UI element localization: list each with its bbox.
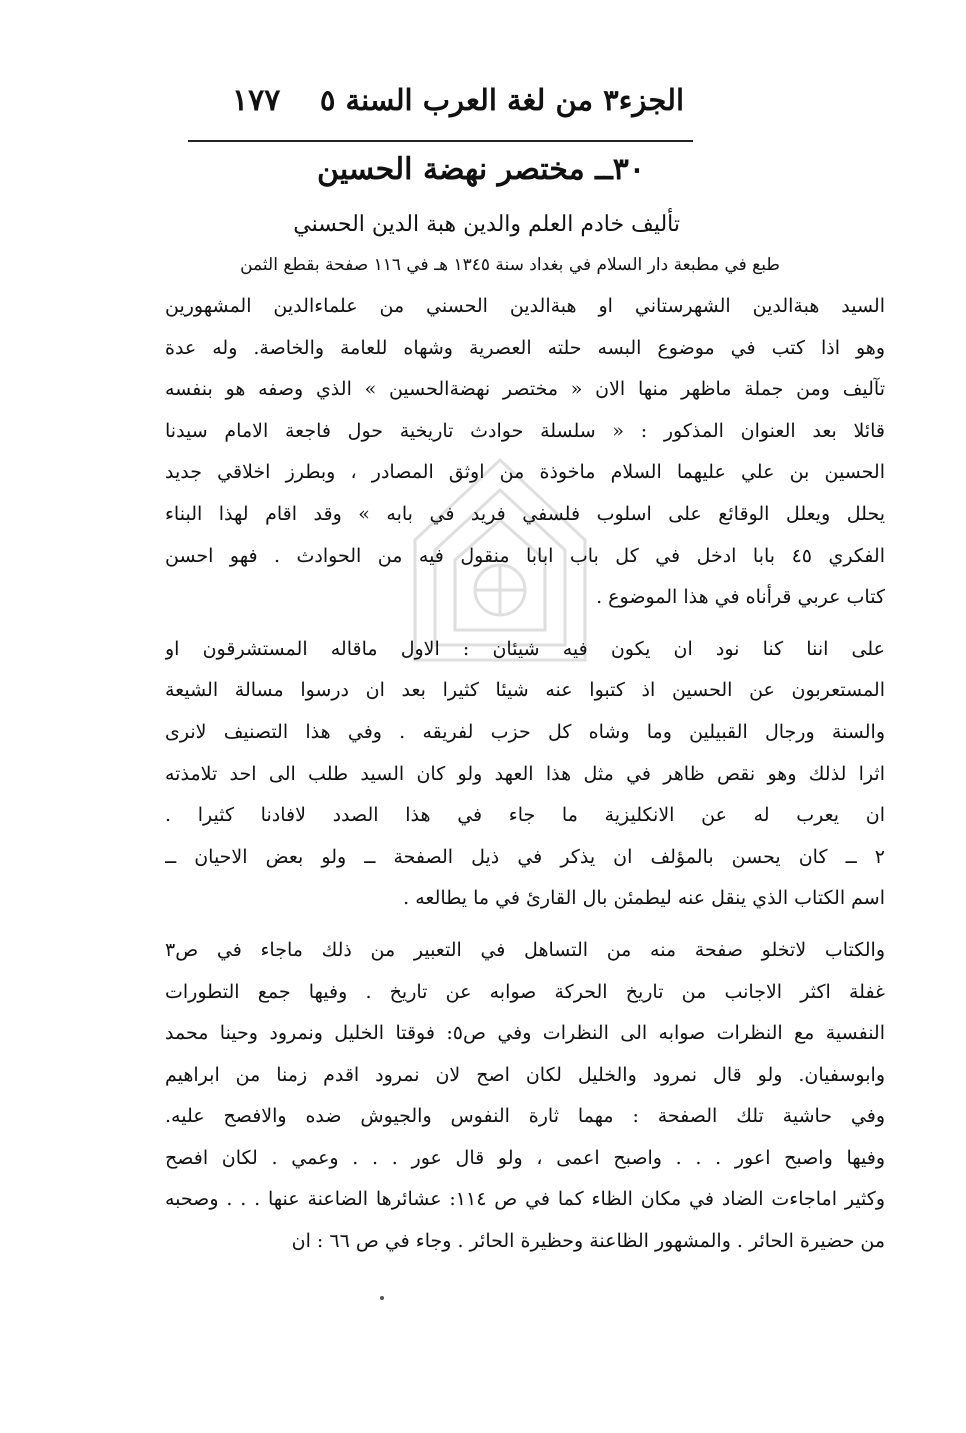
publication-line: طبع في مطبعة دار السلام في بغداد سنة ١٣٤٥ هـ في ١١٦ صفحة بقطع الثمن xyxy=(240,255,780,275)
text-line: ان يعرب له عن الانكليزية ما جاء في هذا الصدد لافادنا كثيرا . xyxy=(165,804,885,827)
text-line: على اننا كنا نود ان يكون فيه شيئان : الاول ماقاله المستشرقون او xyxy=(165,637,885,660)
article-body xyxy=(165,286,885,1263)
text-line: المستعربون عن الحسين اذ كتبوا عنه شيئا كثيرا بعد ان درسوا مسالة الشيعة xyxy=(165,679,885,702)
text-line: كتاب عربي قرأناه في هذا الموضوع . xyxy=(596,586,885,609)
text-line: والكتاب لاتخلو صفحة منه من التساهل في التعبير من ذلك ماجاء في ص٣ xyxy=(165,938,885,961)
article-title: ٣٠ــ مختصر نهضة الحسين xyxy=(317,152,645,187)
paragraph xyxy=(165,930,885,1263)
text-line: النفسية مع النظرات صوابه الى النظرات وفي ص٥: فوقتا الخليل ونمرود وحينا محمد xyxy=(165,1022,885,1045)
text-line: وابوسفيان. ولو قال نمرود والخليل لكان اصح لان نمرود اقدم زمنا من ابراهيم xyxy=(165,1063,885,1086)
text-line: اثرا لذلك وهو نقص ظاهر في مثل هذا العهد ولو كان السيد طلب الى احد تلامذته xyxy=(165,762,885,785)
header-divider xyxy=(188,140,693,142)
text-line: وفيها واصبح اعور . . . واصبح اعمى ، ولو قال عور . . . وعمي . لكان افصح xyxy=(165,1146,885,1169)
paragraph xyxy=(165,286,885,619)
text-line: تآليف ومن جملة ماظهر منها الان « مختصر نهضةالحسين » الذي وصفه هو بنفسه xyxy=(165,378,885,401)
text-line: وهو اذا كتب في موضوع البسه حلته العصرية وشهاه للعامة والخاصة. وله عدة xyxy=(165,336,885,359)
text-line: الحسين بن علي عليهما السلام ماخوذة من اوثق المصادر ، وبطرز اخلاقي جديد xyxy=(165,461,885,484)
running-title: الجزء٣ من لغة العرب السنة ٥ xyxy=(319,83,684,117)
text-line: من حضيرة الحائر . والمشهور الظاعنة وحظيرة الحائر . وجاء في ص ٦٦ : ان xyxy=(291,1230,885,1253)
page-number: ١٧٧ xyxy=(232,82,281,118)
text-line: الفكري ٤٥ بابا ادخل في كل باب ابابا منقول فيه من الحوادث . فهو احسن xyxy=(165,544,885,567)
text-line: يحلل ويعلل الوقائع على اسلوب فلسفي فريد في بابه » وقد اقام لهذا البناء xyxy=(165,502,885,525)
text-line: ٢ ــ كان يحسن بالمؤلف ان يذكر في ذيل الصفحة ــ ولو بعض الاحيان ــ xyxy=(165,845,885,868)
text-line: اسم الكتاب الذي ينقل عنه ليطمئن بال القارئ في ما يطالعه . xyxy=(403,887,885,910)
text-line: والسنة ورجال القبيلين وما وشاه كل حزب لفريقه . وفي هذا التصنيف لانرى xyxy=(165,720,885,743)
text-line: قائلا بعد العنوان المذكور : « سلسلة حوادث تاريخية حول فاجعة الامام سيدنا xyxy=(165,419,885,442)
paragraph xyxy=(165,629,885,920)
speck-mark xyxy=(380,1296,384,1300)
text-line: غفلة اكثر الاجانب من تاريخ الحركة صوابه عن تاريخ . وفيها جمع التطورات xyxy=(165,980,885,1003)
text-line: وكثير اماجاءت الضاد في مكان الظاء كما في ص ١١٤: عشائرها الضاعنة عنها . . . وصحبه xyxy=(165,1188,885,1211)
text-line: السيد هبةالدين الشهرستاني او هبةالدين الحسني من علماءالدين المشهورين xyxy=(165,295,885,317)
author-line: تأليف خادم العلم والدين هبة الدين الحسني xyxy=(293,212,680,237)
text-line: وفي حاشية تلك الصفحة : مهما ثارة النفوس والجيوش ضده والافصح عليه. xyxy=(165,1105,885,1128)
page-header xyxy=(232,78,684,122)
